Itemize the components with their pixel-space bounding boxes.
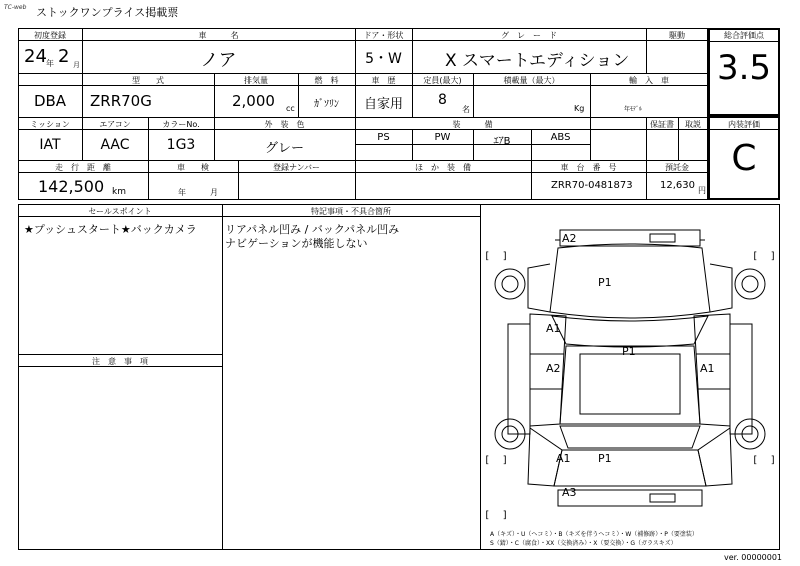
label-model: 型 式 [132, 76, 164, 85]
damage-a3-rear-bumper: A3 [562, 486, 577, 499]
equip-airbag: ｴｱB [493, 136, 511, 147]
inspection-month-unit: 月 [210, 188, 218, 197]
label-notes: 特記事項・不具合箇所 [311, 207, 391, 216]
color-no: 1G3 [166, 137, 196, 153]
bracket-right-bottom: [ ] [752, 455, 777, 466]
grade: X スマートエディション [445, 51, 630, 71]
car-name: ノア [200, 50, 237, 71]
label-color-no: カラーNo. [162, 120, 200, 129]
damage-a1-left: A1 [546, 322, 561, 335]
damage-legend-2: S（錆）・C（腐食）・XX（交換済み）・X（要交換）・G（ガラスキズ） [490, 540, 677, 547]
interior-score: C [731, 138, 757, 179]
bracket-right-top: [ ] [752, 251, 777, 262]
label-car-name: 車 名 [198, 31, 239, 40]
ext-color: グレー [264, 141, 304, 156]
displacement: 2,000 [232, 92, 275, 110]
label-displacement: 排気量 [244, 76, 268, 85]
capacity-unit: 名 [462, 105, 470, 114]
displacement-unit: cc [286, 104, 295, 113]
logo: TC-web [4, 4, 27, 11]
label-load: 積載量（最大） [503, 76, 560, 85]
chassis-number: ZRR70-0481873 [551, 180, 633, 191]
fuel: ｶﾞｿﾘﾝ [314, 99, 339, 110]
damage-p1-hood: P1 [598, 276, 612, 289]
label-sales-point: セールスポイント [88, 207, 152, 216]
year-unit: 年 [46, 59, 54, 68]
car-history: 自家用 [363, 97, 403, 112]
label-door-type: ドア・形状 [363, 31, 404, 40]
damage-a1-right: A1 [700, 362, 715, 375]
label-aircon: エアコン [99, 120, 131, 129]
label-grade: グ レ ー ド [501, 31, 557, 40]
import-note: 年ﾓﾃﾞﾙ [624, 106, 643, 113]
door-type: 5・W [365, 51, 402, 67]
month-unit: 月 [73, 61, 80, 69]
model: ZRR70G [90, 92, 152, 110]
notes-line-2: ナビゲーションが機能しない [225, 237, 368, 250]
label-mission: ミッション [30, 120, 70, 129]
label-warranty: 保証書 [650, 120, 674, 129]
damage-a1-rear: A1 [556, 452, 571, 465]
mission: IAT [39, 137, 61, 153]
label-inspection: 車 検 [177, 163, 209, 172]
deposit: 12,630 [660, 180, 695, 191]
label-manual: 取説 [685, 120, 701, 129]
label-drive: 駆動 [669, 31, 685, 40]
label-overall-score: 総合評価点 [724, 31, 764, 40]
label-other-equipment: ほ か 装 備 [415, 163, 471, 172]
mileage-unit: km [112, 187, 126, 197]
damage-p1-roof: P1 [622, 345, 636, 358]
deposit-unit: 円 [698, 186, 706, 195]
notes-line-1: リアパネル凹み / バックパネル凹み [225, 223, 400, 236]
label-equipment: 装 備 [452, 120, 493, 129]
equip-abs: ABS [550, 132, 571, 143]
label-deposit: 預託金 [665, 163, 689, 172]
load-unit: Kg [574, 104, 585, 113]
label-caution: 注 意 事 項 [92, 357, 148, 366]
model-prefix: DBA [33, 92, 67, 110]
sales-point-text: ★プッシュスタート★バックカメラ [24, 223, 197, 236]
inspection-year-unit: 年 [178, 188, 186, 197]
label-capacity: 定員(最大) [423, 76, 462, 85]
overall-score: 3.5 [716, 48, 772, 88]
label-ext-color: 外 装 色 [264, 120, 305, 129]
equip-pw: PW [434, 132, 451, 143]
capacity: 8 [438, 92, 447, 108]
aircon: AAC [100, 137, 130, 153]
bracket-bottom: [ ] [484, 510, 509, 521]
label-interior-score: 内装評価 [728, 120, 760, 129]
label-car-history: 車 歴 [371, 76, 396, 85]
damage-p1-rear: P1 [598, 452, 612, 465]
label-fuel: 燃 料 [314, 76, 339, 85]
first-reg-year: 24 [24, 46, 47, 67]
car-damage-diagram [480, 204, 780, 550]
label-chassis: 車 台 番 号 [560, 163, 617, 172]
damage-a2-front-bumper: A2 [562, 232, 577, 245]
page-title: ストックワンプライス掲載票 [36, 6, 179, 19]
label-import: 輸 入 車 [629, 76, 669, 85]
bracket-left-top: [ ] [484, 251, 509, 262]
label-first-reg: 初度登録 [34, 31, 66, 40]
label-plate: 登録ナンバー [272, 163, 321, 172]
damage-a2-left: A2 [546, 362, 561, 375]
mileage: 142,500 [38, 177, 105, 196]
bracket-left-bottom: [ ] [484, 455, 509, 466]
label-mileage: 走 行 距 離 [55, 163, 111, 172]
damage-legend-1: A（キズ）・U（ヘコミ）・B（キズを伴うヘコミ）・W（補修跡）・P（要塗装） [490, 531, 698, 538]
version-label: ver. 00000001 [724, 553, 783, 562]
first-reg-month: 2 [58, 46, 70, 67]
equip-ps: PS [377, 132, 390, 143]
